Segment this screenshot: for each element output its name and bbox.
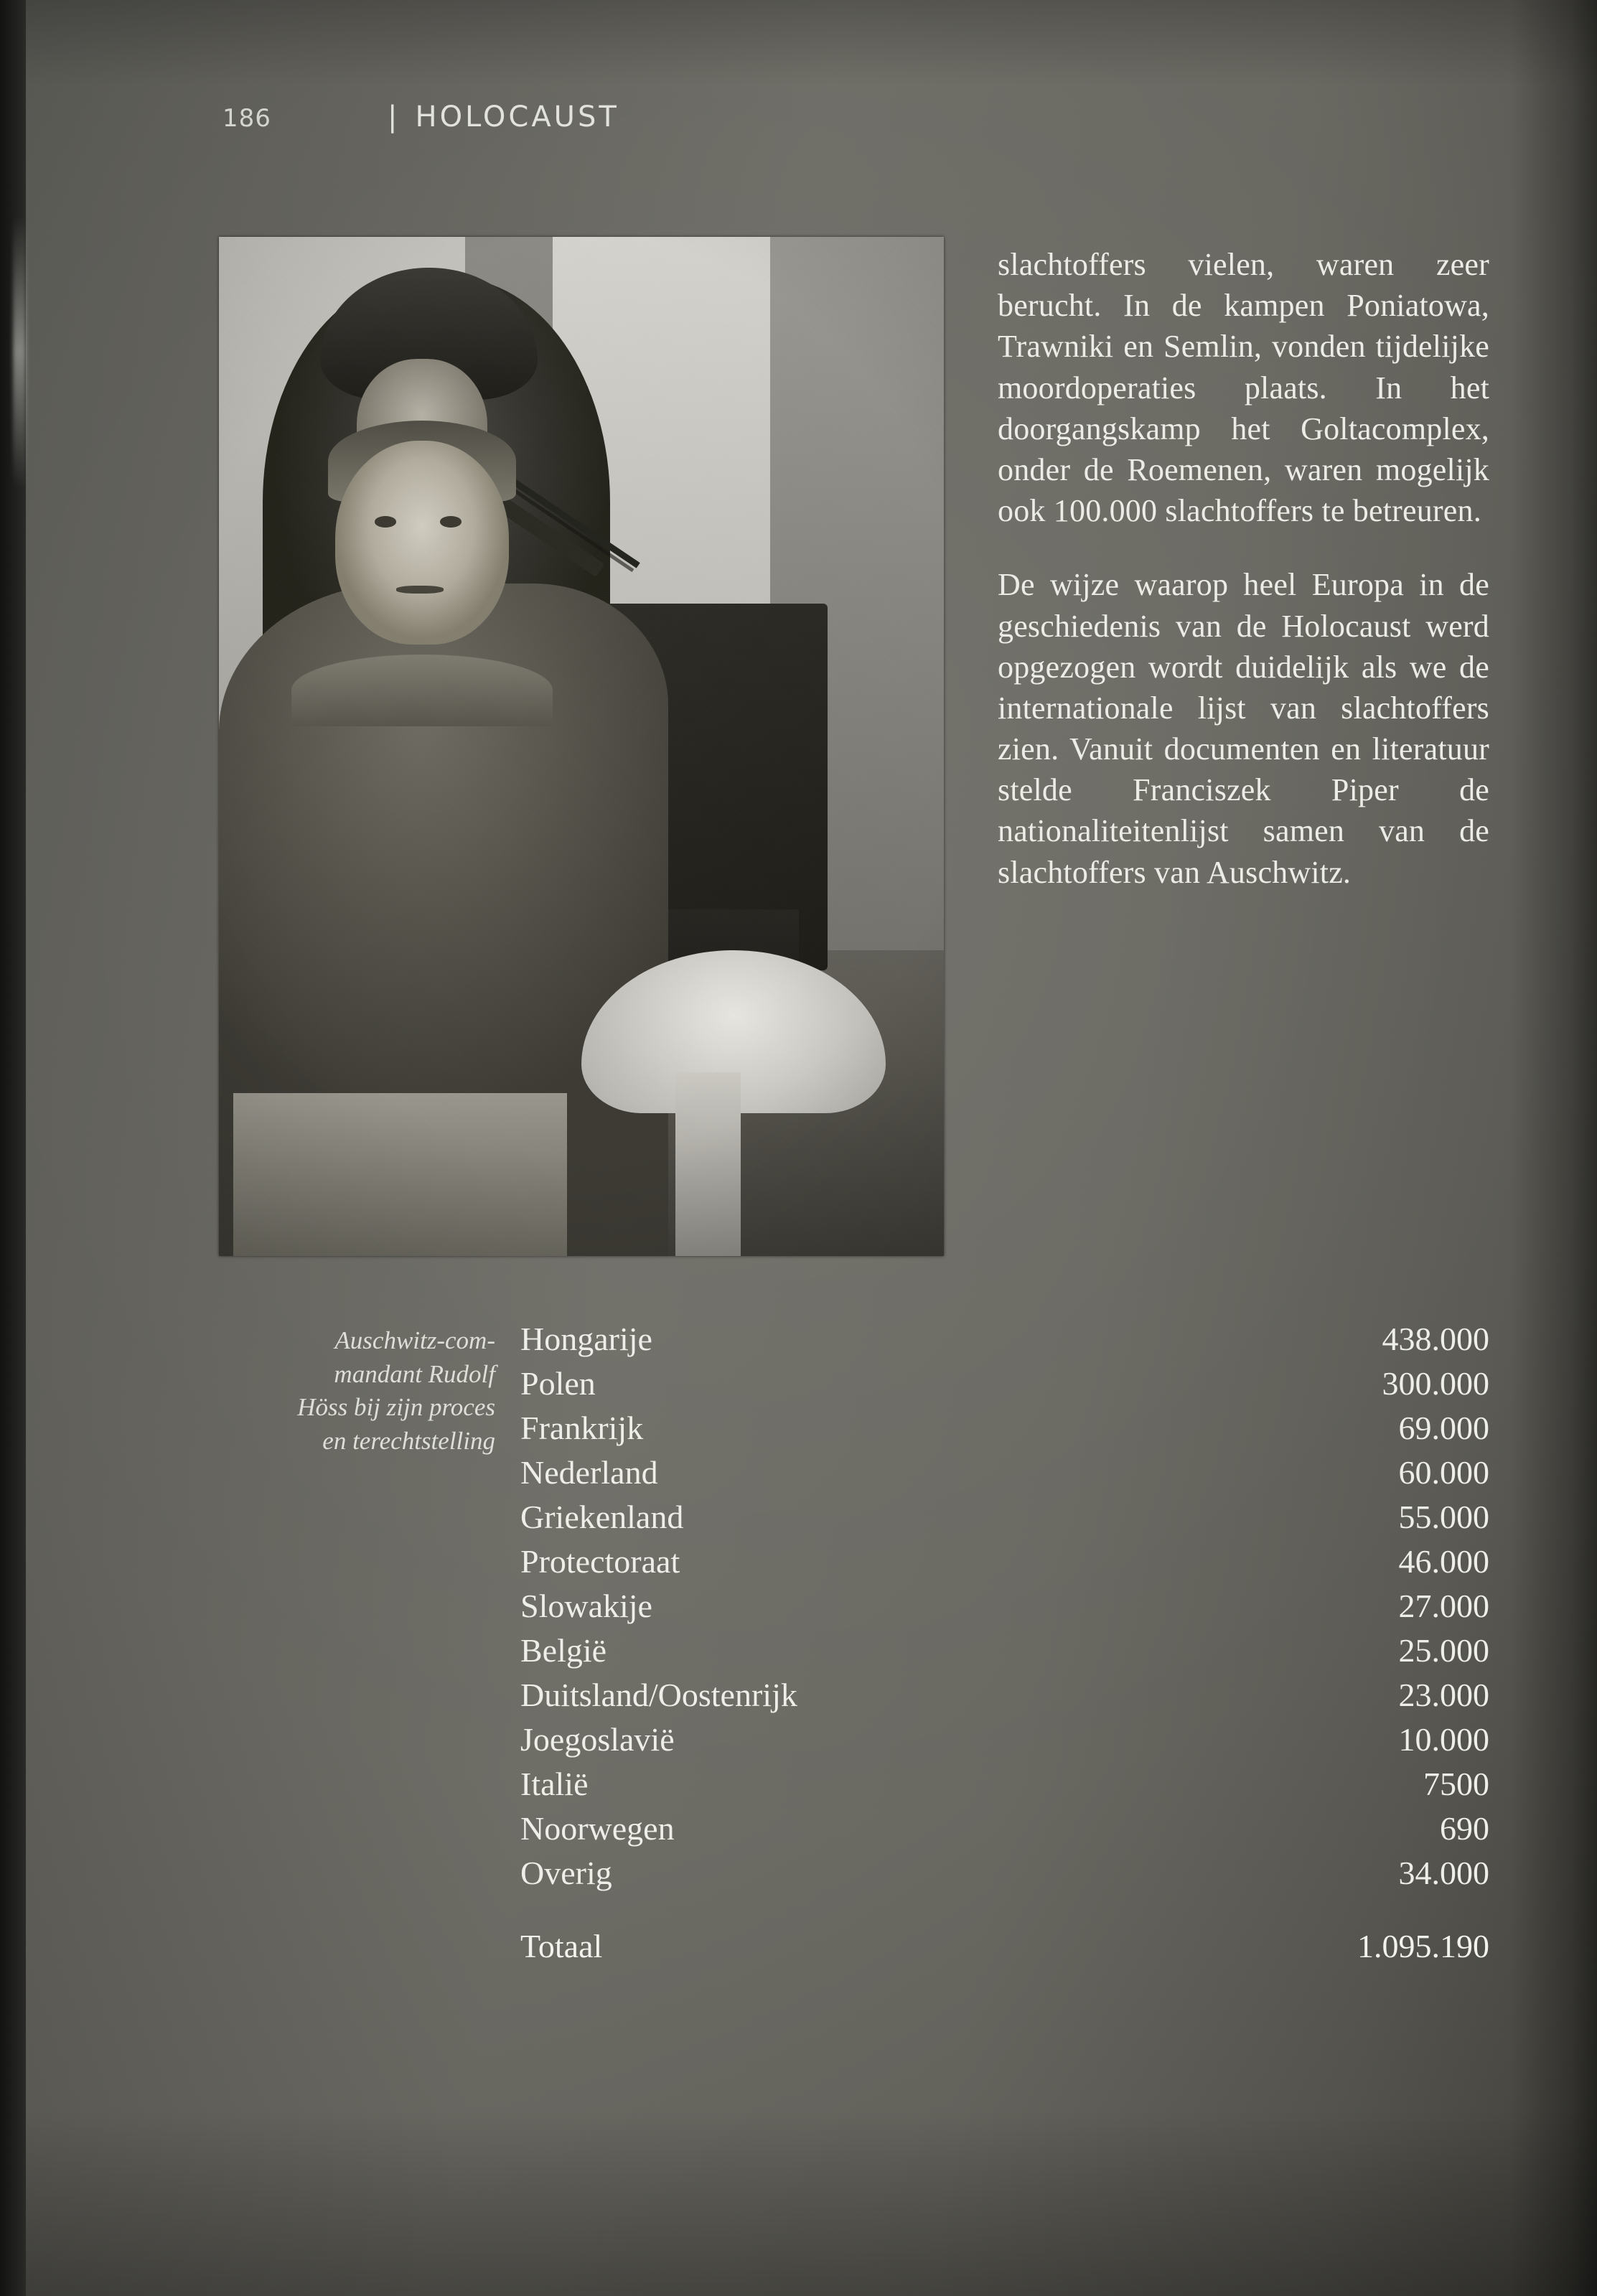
photo-seated-man-eye-right <box>440 516 462 528</box>
table-total-row <box>520 1924 1489 1969</box>
paragraph-1: slachtoffers vielen, waren zeer berucht. In de kampen Poniatowa, Trawniki en Semlin, vonden tijdelijke moordoperaties plaats. In het doorgangskamp het Goltacomplex, onder de Roemenen, waren mogelijk ook 100.000 slachtoffers te betreuren. <box>998 247 1489 529</box>
country-label: Joegoslavië <box>520 1721 675 1758</box>
country-label: Duitsland/Oostenrijk <box>520 1677 797 1713</box>
table-row <box>520 1451 1489 1495</box>
country-label: Griekenland <box>520 1499 684 1535</box>
page-number: 186 <box>223 104 271 133</box>
table-row <box>520 1584 1489 1629</box>
country-label: Noorwegen <box>520 1810 675 1847</box>
photo-seated-man-collar <box>291 655 553 726</box>
country-label: Overig <box>520 1855 612 1891</box>
country-value: 34.000 <box>1398 1855 1489 1891</box>
table-row <box>520 1629 1489 1673</box>
total-value: 1.095.190 <box>1357 1928 1489 1964</box>
page-shadow-bottom <box>0 2109 1597 2296</box>
table-row <box>520 1540 1489 1584</box>
country-value: 25.000 <box>1398 1632 1489 1669</box>
country-value: 46.000 <box>1398 1543 1489 1580</box>
country-value: 23.000 <box>1398 1677 1489 1713</box>
table-row <box>520 1495 1489 1540</box>
country-value: 27.000 <box>1398 1588 1489 1624</box>
photo-plate <box>219 237 944 1256</box>
body-text-column <box>998 244 1489 893</box>
head-rule: | <box>388 100 400 133</box>
country-label: België <box>520 1632 607 1669</box>
victims-table <box>520 1317 1489 1969</box>
country-label: Nederland <box>520 1454 658 1491</box>
table-row <box>520 1317 1489 1362</box>
country-value: 690 <box>1440 1810 1489 1847</box>
table-row <box>520 1851 1489 1896</box>
country-value: 60.000 <box>1398 1454 1489 1491</box>
table-row <box>520 1718 1489 1762</box>
country-label: Frankrijk <box>520 1410 644 1446</box>
table-spacer <box>520 1896 1489 1924</box>
photo-seated-man-head <box>335 441 509 645</box>
country-label: Protectoraat <box>520 1543 680 1580</box>
table-row <box>520 1362 1489 1406</box>
country-value: 69.000 <box>1398 1410 1489 1446</box>
table-row <box>520 1762 1489 1807</box>
photo-floor <box>233 1093 567 1256</box>
page-shadow-top <box>0 0 1597 86</box>
table-row <box>520 1406 1489 1451</box>
country-label: Polen <box>520 1365 596 1402</box>
total-label: Totaal <box>520 1928 603 1964</box>
caption-line-2: mandant Rudolf <box>334 1359 495 1388</box>
country-value: 7500 <box>1423 1766 1489 1802</box>
caption-line-1: Auschwitz-com- <box>334 1326 495 1354</box>
country-value: 55.000 <box>1398 1499 1489 1535</box>
photo-table-leg <box>675 1072 741 1256</box>
paragraph-2: De wijze waarop heel Europa in de geschiedenis van de Holocaust werd opgezogen wordt duidelijk als we de internationale lijst van slachtoffers zien. Vanuit documenten en literatuur stelde Franciszek Piper de nationaliteitenlijst samen van de slachtoffers van Auschwitz. <box>998 567 1489 890</box>
country-value: 10.000 <box>1398 1721 1489 1758</box>
country-label: Hongarije <box>520 1321 652 1357</box>
country-value: 300.000 <box>1382 1365 1489 1402</box>
country-label: Italië <box>520 1766 589 1802</box>
photo-image <box>219 237 944 1256</box>
table-row <box>520 1807 1489 1851</box>
photo-seated-man-eye-left <box>375 516 396 528</box>
page-shadow-right <box>1511 0 1597 2296</box>
book-spine-highlight <box>13 215 26 488</box>
caption-line-4: en terechtstelling <box>322 1426 495 1455</box>
caption-line-3: Höss bij zijn proces <box>297 1393 495 1422</box>
photo-caption <box>215 1324 495 1458</box>
country-value: 438.000 <box>1382 1321 1489 1357</box>
running-head <box>223 100 1371 133</box>
country-label: Slowakije <box>520 1588 652 1624</box>
photo-seated-man-mouth <box>396 586 444 594</box>
chapter-title: HOLOCAUST <box>415 100 619 133</box>
table-row <box>520 1673 1489 1718</box>
